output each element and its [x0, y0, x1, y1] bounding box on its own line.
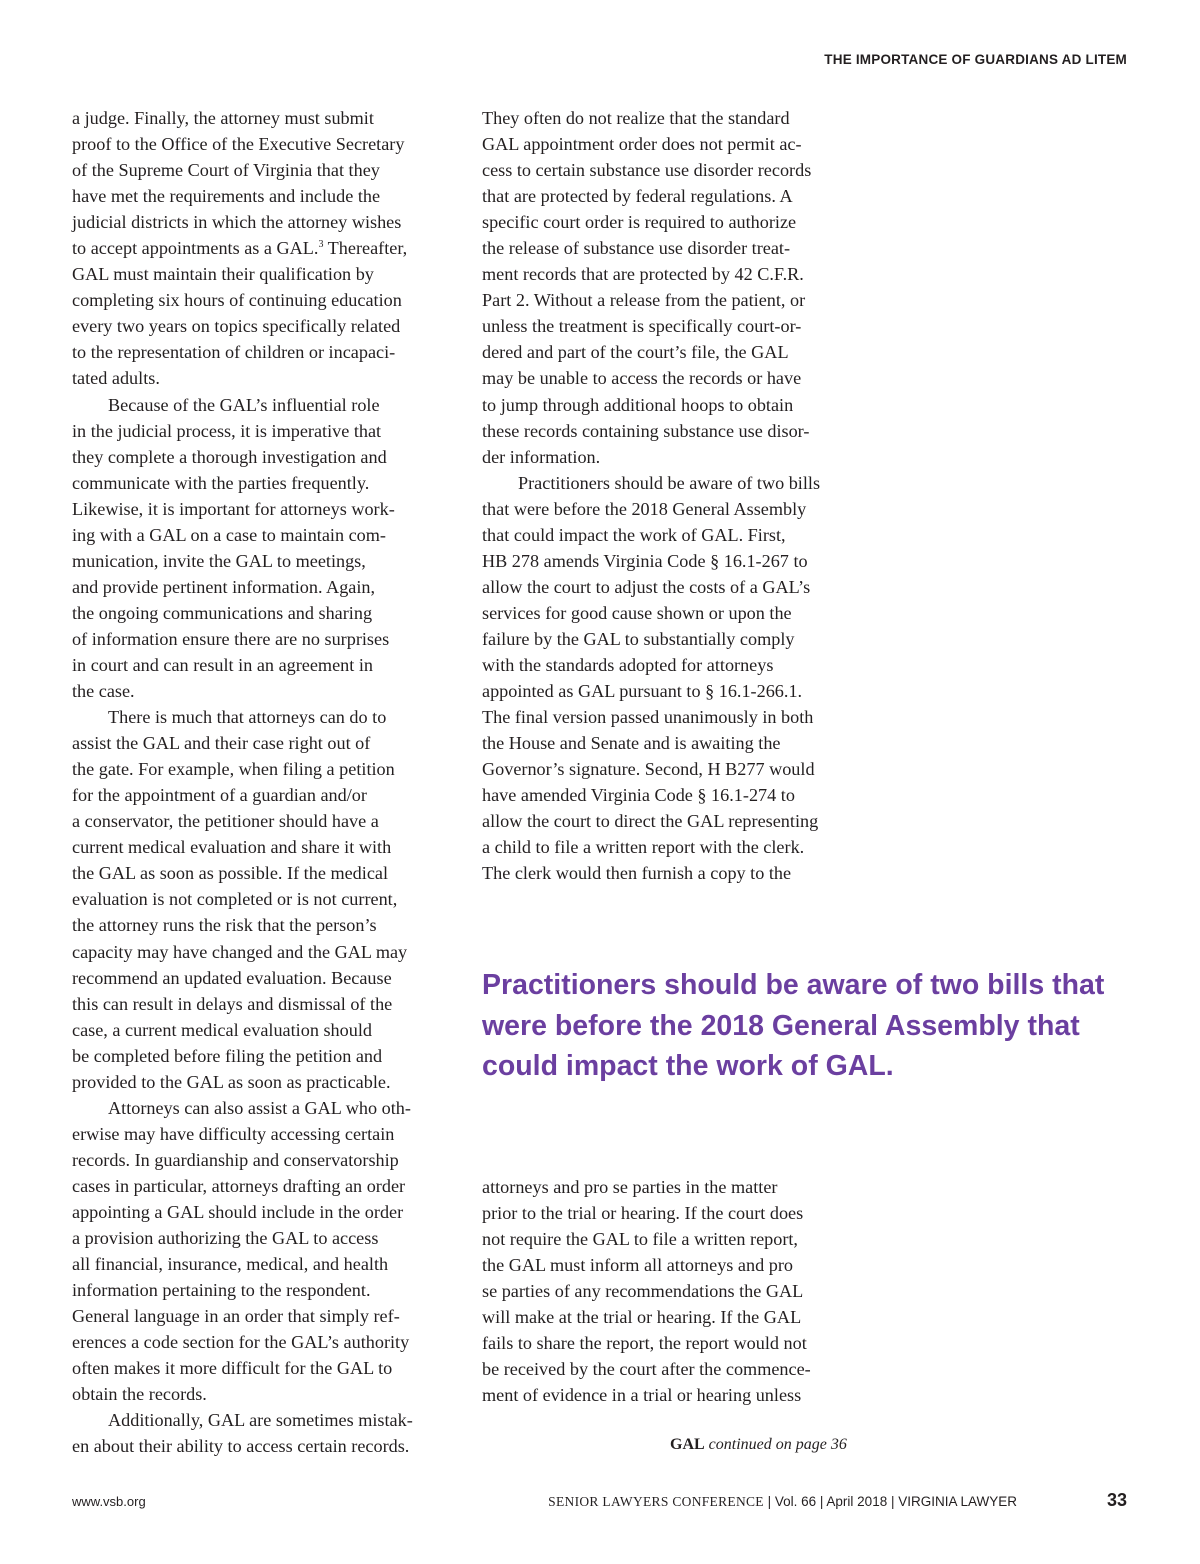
text-line: General language in an order that simply ref-: [72, 1306, 400, 1327]
text-line: recommend an updated evaluation. Because: [72, 967, 392, 988]
running-head: THE IMPORTANCE OF GUARDIANS AD LITEM: [824, 52, 1127, 67]
text-line: information pertaining to the respondent.: [72, 1280, 371, 1301]
text-line: capacity may have changed and the GAL may: [72, 941, 408, 962]
text-line: The final version passed unanimously in both: [482, 707, 814, 728]
page-number: 33: [1106, 1490, 1127, 1510]
text-line: the gate. For example, when filing a petition: [72, 759, 395, 780]
text-line: to accept appointments as a GAL.: [72, 238, 319, 259]
text-fragment: Thereafter,: [323, 238, 408, 259]
text-line: attorneys and pro se parties in the matter: [482, 1177, 778, 1197]
text-line: the House and Senate and is awaiting the: [482, 733, 781, 754]
text-line: judicial districts in which the attorney wishes: [72, 212, 402, 233]
pull-quote-line: were before the 2018 General Assembly that: [482, 1009, 1080, 1042]
text-line: evaluation is not completed or is not current,: [72, 889, 398, 910]
continued-lead: GAL: [670, 1436, 705, 1453]
text-line: the release of substance use disorder treat-: [482, 238, 791, 259]
text-line: They often do not realize that the standard: [482, 108, 790, 128]
text-line: Practitioners should be aware of two bills: [518, 472, 821, 493]
left-column: [72, 105, 454, 1459]
text-line: unless the treatment is specifically court-or-: [482, 316, 802, 337]
text-line: for the appointment of a guardian and/or: [72, 785, 367, 806]
text-line: fails to share the report, the report would not: [482, 1333, 807, 1354]
text-line: cess to certain substance use disorder records: [482, 160, 812, 181]
text-line: en about their ability to access certain records.: [72, 1436, 410, 1457]
text-line: The clerk would then furnish a copy to the: [482, 863, 792, 884]
text-line: dered and part of the court’s file, the GAL: [482, 342, 789, 363]
footer-info: [548, 1494, 1017, 1510]
text-line: a conservator, the petitioner should have a: [72, 811, 379, 832]
footer-section: SENIOR LAWYERS CONFERENCE: [548, 1494, 764, 1509]
text-line: There is much that attorneys can do to: [108, 707, 387, 728]
text-line: the GAL as soon as possible. If the medical: [72, 863, 389, 884]
text-line: proof to the Office of the Executive Secretary: [72, 134, 405, 155]
text-line: this can result in delays and dismissal of the: [72, 993, 393, 1014]
text-line: HB 278 amends Virginia Code § 16.1-267 to: [482, 550, 808, 571]
text-line: have amended Virginia Code § 16.1-274 to: [482, 785, 795, 806]
text-line: in the judicial process, it is imperative that: [72, 420, 382, 441]
text-line: tated adults.: [72, 368, 160, 389]
text-line: the ongoing communications and sharing: [72, 602, 373, 623]
text-line: a provision authorizing the GAL to access: [72, 1228, 379, 1249]
pull-quote-line: could impact the work of GAL.: [482, 1050, 894, 1082]
text-line: Governor’s signature. Second, H B277 would: [482, 759, 815, 780]
text-line: with the standards adopted for attorneys: [482, 654, 774, 675]
text-line: prior to the trial or hearing. If the court does: [482, 1203, 804, 1224]
text-line: all financial, insurance, medical, and health: [72, 1254, 389, 1275]
text-line: der information.: [482, 446, 601, 467]
text-line: Likewise, it is important for attorneys work-: [72, 498, 395, 519]
text-line: GAL appointment order does not permit ac-: [482, 134, 802, 155]
pull-quote-line: Practitioners should be aware of two bills that: [482, 969, 1105, 1001]
text-line: case, a current medical evaluation should: [72, 1019, 372, 1040]
right-column-top: [482, 105, 862, 886]
text-line: the GAL must inform all attorneys and pro: [482, 1255, 793, 1276]
pull-quote: [482, 965, 1122, 1087]
text-line: be completed before filing the petition and: [72, 1045, 383, 1066]
text-line: assist the GAL and their case right out of: [72, 733, 371, 754]
text-line: obtain the records.: [72, 1384, 207, 1405]
text-line: they complete a thorough investigation and: [72, 446, 387, 467]
text-line: a judge. Finally, the attorney must submit: [72, 108, 374, 128]
text-line: often makes it more difficult for the GAL to: [72, 1358, 393, 1379]
text-line: ing with a GAL on a case to maintain com-: [72, 524, 386, 545]
footer-url: www.vsb.org: [72, 1494, 146, 1509]
text-line: Because of the GAL’s influential role: [108, 394, 380, 415]
text-line: records. In guardianship and conservatorship: [72, 1149, 399, 1170]
text-line: that could impact the work of GAL. First,: [482, 524, 786, 545]
text-line: erwise may have difficulty accessing certain: [72, 1123, 395, 1144]
text-line: specific court order is required to authorize: [482, 212, 797, 233]
right-column-bottom: [482, 1174, 862, 1408]
text-line: have met the requirements and include the: [72, 186, 381, 207]
text-line: to jump through additional hoops to obtain: [482, 394, 794, 415]
text-line: completing six hours of continuing education: [72, 290, 402, 311]
text-line: that are protected by federal regulations. A: [482, 186, 793, 207]
text-line: every two years on topics specifically related: [72, 316, 401, 337]
text-line: and provide pertinent information. Again,: [72, 576, 376, 597]
text-line: GAL must maintain their qualification by: [72, 264, 374, 285]
text-line: the case.: [72, 681, 135, 702]
text-line: se parties of any recommendations the GAL: [482, 1281, 804, 1302]
text-line: appointed as GAL pursuant to § 16.1-266.1.: [482, 681, 803, 702]
text-line: Part 2. Without a release from the patient, or: [482, 290, 806, 311]
text-line: of information ensure there are no surprises: [72, 628, 390, 649]
text-line: failure by the GAL to substantially comply: [482, 628, 795, 649]
text-line: Additionally, GAL are sometimes mistak-: [108, 1410, 413, 1431]
text-line: cases in particular, attorneys drafting an order: [72, 1175, 406, 1196]
text-line: current medical evaluation and share it with: [72, 837, 392, 858]
text-line: not require the GAL to file a written report,: [482, 1229, 798, 1250]
text-line: Attorneys can also assist a GAL who oth-: [108, 1097, 411, 1118]
text-line: be received by the court after the commence-: [482, 1359, 811, 1380]
text-line: allow the court to adjust the costs of a GAL’s: [482, 576, 811, 597]
text-line: in court and can result in an agreement in: [72, 654, 373, 675]
text-line: will make at the trial or hearing. If the GAL: [482, 1307, 802, 1328]
text-line: may be unable to access the records or have: [482, 368, 802, 389]
text-line: to the representation of children or incapaci-: [72, 342, 396, 363]
text-line: erences a code section for the GAL’s authority: [72, 1332, 410, 1353]
text-line: services for good cause shown or upon the: [482, 602, 792, 623]
text-line: these records containing substance use disor-: [482, 420, 810, 441]
text-line: munication, invite the GAL to meetings,: [72, 550, 366, 571]
text-line: communicate with the parties frequently.: [72, 472, 370, 493]
text-line: of the Supreme Court of Virginia that they: [72, 160, 380, 181]
continued-text: continued on page 36: [704, 1436, 847, 1453]
text-line: ment of evidence in a trial or hearing unless: [482, 1385, 802, 1406]
footnote-marker: 3: [318, 239, 324, 251]
text-line: provided to the GAL as soon as practicable.: [72, 1071, 391, 1092]
text-line: that were before the 2018 General Assembly: [482, 498, 807, 519]
text-line: allow the court to direct the GAL representing: [482, 811, 819, 832]
continued-notice: [670, 1436, 847, 1454]
footer-details: | Vol. 66 | April 2018 | VIRGINIA LAWYER: [763, 1494, 1017, 1509]
text-line-with-footnote: [72, 235, 454, 261]
text-line: the attorney runs the risk that the person’s: [72, 915, 377, 936]
text-line: appointing a GAL should include in the order: [72, 1201, 404, 1222]
text-line: a child to file a written report with the clerk.: [482, 837, 805, 858]
text-line: ment records that are protected by 42 C.F.R.: [482, 264, 804, 285]
